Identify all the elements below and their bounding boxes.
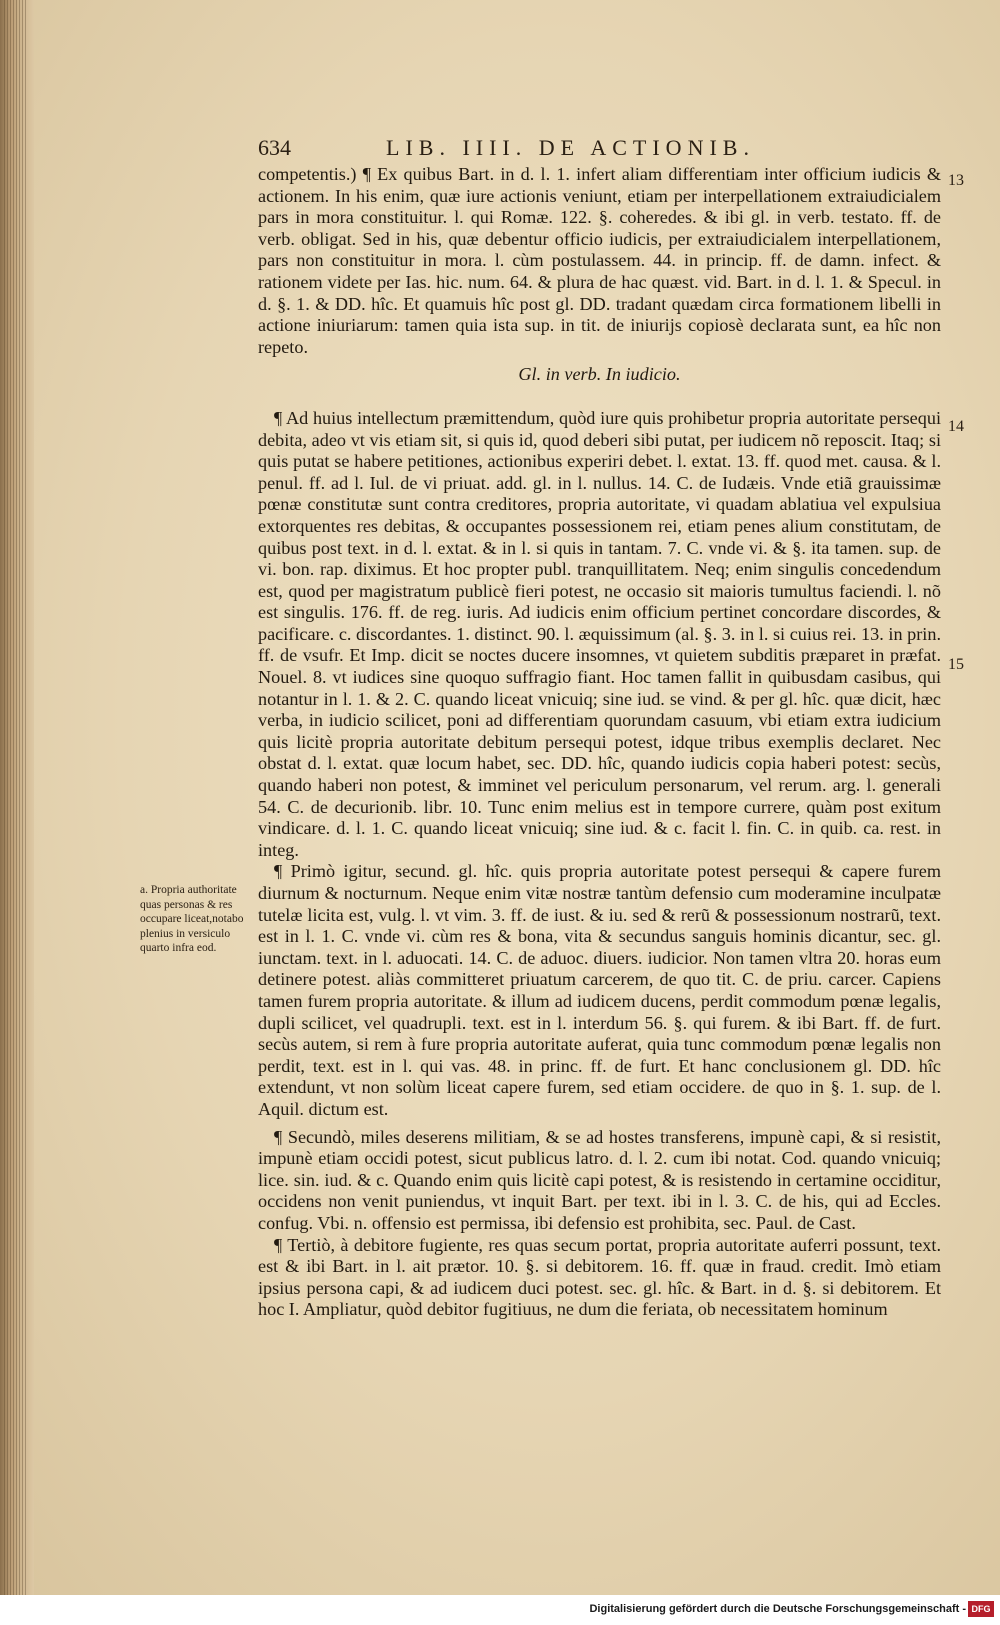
footer-bar	[0, 1595, 1000, 1625]
margin-number: 14	[948, 418, 964, 435]
funding-credit: Digitalisierung gefördert durch die Deutsche Forschungsgemeinschaft -	[589, 1603, 966, 1615]
page-header	[258, 135, 938, 163]
page-edges	[4, 0, 28, 1595]
running-title: LIB. IIII. DE ACTIONIB.	[386, 135, 755, 160]
dfg-logo: DFG	[968, 1601, 994, 1617]
paragraph: ¶ Primò igitur, secund. gl. hîc. quis propria autoritate potest persequi & capere furem diurnum & nocturnum. Neque enim vitæ nostræ tantùm defensio cum moderamine inculpatæ tutelæ licita est, vulg. l. vt vim. 3. ff. de iust. & iu. sed & rerũ & possessionum nostrarũ, text. est in l. 1. C. vnde vi. cùm res & bona, vita & secundus sanguis hominis dicantur, sec. gl. iunctam. text. in l. aduocati. 14. C. de aduoc. diuers. iudicior. Non tamen vltra 20. horas eum detinere potest. aliàs committeret priuatum carcerem, de quo tit. C. de priu. carcer. Capiens tamen furem propria autoritate. & illum ad iudicem ducens, perdit commodum pœnæ legalis, dupli scilicet, vel quadrupli. text. est in l. interdum 56. §. qui furem. & ibi Bart. ff. de furt. secùs autem, si rem à fure propria autoritate auferat, quia tunc commodum pœnæ legalis non perdit, text. est in l. qui vas. 48. in princ. ff. de furt. Et hanc conclusionem gl. DD. hîc extendunt, vt non solùm liceat capere furem, sed etiam occidere. de quo in §. 1. sup. de l. Aquil. dictum est.	[258, 861, 941, 1119]
margin-number: 13	[948, 172, 964, 189]
section-heading: Gl. in verb. In iudicio.	[518, 364, 681, 385]
paragraph: ¶ Tertiò, à debitore fugiente, res quas secum portat, propria autoritate auferri possunt, text. est & ibi Bart. in l. ait prætor. 10. §. si debitorem. 16. ff. quæ in fraud. credit. Imò etiam ipsius persona capi, & ad iudicem duci potest. sec. gl. hîc. & Bart. in d. §. si debitorem. Et hoc I. Ampliatur, quòd debitor fugitiuus, ne dum die feriata, ob necessitatem hominum	[258, 1234, 941, 1320]
paragraph: ¶ Secundò, miles deserens militiam, & se ad hostes transferens, impunè capi, & si resistit, impunè etiam occidi potest, sicut publicus latro. d. l. 2. cum ibi notat. Cod. quando vnicuiq; lice. sin. iud. & c. Quando enim quis licitè capi potest, & is resistendo in certamine occiditur, occidens non venit puniendus, vt inquit Bart. per text. ibi in l. 3. C. de his, qui ad Eccles. confug. Vbi. n. offensio est permissa, ibi defensio est prohibita, sec. Paul. de Cast.	[258, 1126, 941, 1233]
folio-number: 634	[258, 135, 291, 160]
paragraph: ¶ Ad huius intellectum præmittendum, quòd iure quis prohibetur propria autoritate persequi debita, adeo vt vis etiam sit, si quis id, quod deberi sibi putat, per iudicem nõ reposcit. Itaq; si quis putat se habere petitiones, actionibus experiri debet. l. extat. 13. ff. quod met. causa. & l. penul. ff. ad l. Iul. de vi priuat. add. gl. in l. nullus. 14. C. de Iudæis. Vnde etiã grauissimæ pœnæ constitutæ sunt contra creditores, propria autoritate, vi quadam ablatiua vel expulsiua extorquentes res debitas, & occupantes possessionem rei, etiam penes alium constitutam, de quibus post text. in d. l. extat. & in l. si quis in tantam. 7. C. vnde vi. & §. ita tamen. sup. de vi. bon. rap. diximus. Et hoc propter publ. tranquillitatem. Neq; enim singulis concedendum est, quod per magistratum publicè fieri potest, ne occasio sit maioris tumultus faciendi. l. nõ est singulis. 176. ff. de reg. iuris. Ad iudicis enim officium pertinet concordare discordes, & pacificare. c. discordantes. 1. distinct. 90. l. æquissimum (al. §. 3. in l. si cuius rei. 13. in prin. ff. de vsufr. Et Imp. dicit se noctes ducere insomnes, vt quietem subditis præparet in præfat. Nouel. 8. vt iudices sine quoquo suffragio fiant. Hoc tamen fallit in quibusdam casibus, qui notantur in l. 1. & 2. C. quando liceat vnicuiq; sine iud. se vind. & per gl. hîc. quæ dicit, hæc verba, in iudicio scilicet, poni ad differentiam quorundam casuum, vbi etiam extra iudicium quis licitè propria autoritate debitum persequi potest, idque tribus exemplis declaret. Nec obstat d. l. extat. quæ locum habet, sec. DD. hîc, quando iudicis copia haberi potest: secùs, quando haberi non potest, & imminet vel periculum personarum, vel rerum. arg. l. generali 54. C. de decurionib. libr. 10. Tunc enim melius est in tempore currere, quàm post exitum vindicare. d. l. 1. C. quando liceat vnicuiq; sine iud. & c. facit l. fin. C. in quib. ca. rest. in integ.	[258, 407, 941, 860]
margin-number: 15	[948, 656, 964, 673]
paragraph: competentis.) ¶ Ex quibus Bart. in d. l. 1. infert aliam differentiam inter officium iudicis & actionem. In his enim, quæ iure actionis veniunt, etiam per interpellationem extraiudicialem pars in mora constituitur. l. qui Romæ. 122. §. coheredes. & ibi gl. in verb. testato. ff. de verb. obligat. Sed in his, quæ debentur officio iudicis, per extraiudicialem interpellationem, pars non constituitur in mora. l. cùm postulassem. 44. in princip. ff. de damn. infect. & rationem videte per Ias. hic. num. 64. & plura de hac quæst. vid. Bart. in d. l. 1. & Specul. in d. §. 1. & DD. hîc. Et quamuis hîc post gl. DD. tradant quædam circa formationem libelli in actione iniuriarum: tamen quia ista sup. in tit. de iniurijs copiosè declarata sunt, ea hîc non repeto.	[258, 164, 941, 357]
marginal-note: a. Propria authoritate quas personas & res occupare liceat,notabo plenius in versiculo quarto infra eod.	[140, 884, 244, 954]
book-spine	[0, 0, 34, 1595]
main-text	[258, 164, 941, 1321]
